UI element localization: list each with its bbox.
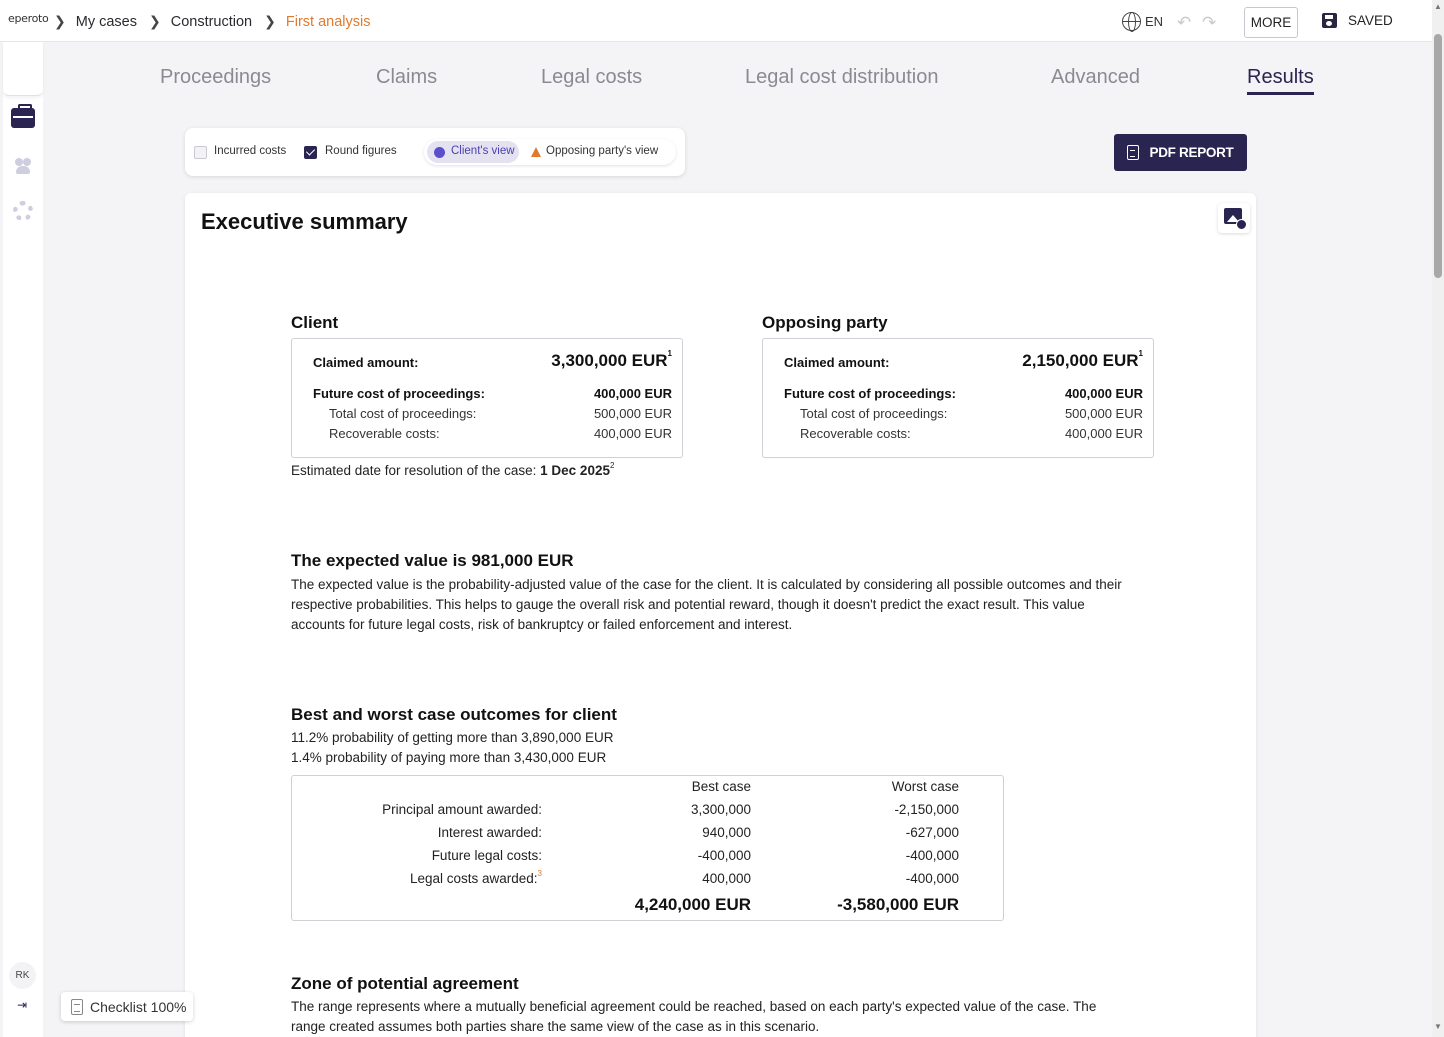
floppy-disk-icon [1322, 13, 1337, 28]
resolution-date: 1 Dec 2025 [540, 463, 610, 478]
client-total-label: Total cost of proceedings: [329, 406, 477, 421]
opposing-triangle-icon [531, 147, 541, 157]
breadcrumb [52, 13, 380, 30]
table-cell-best: 940,000 [702, 825, 751, 840]
client-recoverable-label: Recoverable costs: [329, 426, 440, 441]
gear-icon[interactable] [13, 201, 33, 221]
more-button[interactable]: MORE [1244, 7, 1298, 38]
briefcase-icon[interactable] [11, 108, 35, 128]
undo-icon[interactable]: ↶ [1177, 13, 1192, 32]
table-row-label: Principal amount awarded: [382, 802, 542, 817]
saved-status[interactable] [1322, 13, 1393, 28]
opposing-future-value: 400,000 EUR [1064, 386, 1143, 401]
scrollbar[interactable] [1432, 0, 1444, 1037]
table-cell-worst: -2,150,000 [894, 802, 959, 817]
table-cell-worst: -627,000 [905, 825, 959, 840]
table-cell-best: 400,000 [702, 871, 751, 886]
checklist-label: Checklist 100% [90, 998, 187, 1015]
table-row-label: Interest awarded: [437, 825, 542, 840]
opposing-recoverable-value: 400,000 EUR [1064, 426, 1143, 441]
result-tabs [160, 66, 1330, 102]
round-figures-checkbox[interactable] [304, 146, 317, 159]
pdf-report-button[interactable] [1114, 134, 1247, 171]
left-sidebar [3, 42, 43, 1037]
pdf-report-label: PDF REPORT [1149, 145, 1234, 160]
best-worst-probability-2: 1.4% probability of paying more than 3,430,000 EUR [291, 750, 607, 765]
incurred-costs-checkbox[interactable] [194, 146, 207, 159]
tab-claims[interactable]: Claims [376, 66, 438, 88]
download-image-button[interactable] [1218, 203, 1250, 233]
client-claimed-label: Claimed amount: [313, 355, 419, 370]
language-label: EN [1145, 14, 1164, 29]
table-cell-worst: -400,000 [905, 871, 959, 886]
client-claimed-value: 3,300,000 EUR$^1$ [551, 349, 672, 370]
tab-legal-costs[interactable]: Legal costs [541, 66, 643, 88]
page-title: Executive summary [201, 209, 408, 234]
opposing-summary-box [762, 338, 1154, 458]
breadcrumb-my-cases[interactable]: My cases [75, 13, 137, 30]
round-figures-label: Round figures [325, 145, 397, 157]
scrollbar-thumb[interactable] [1434, 34, 1442, 278]
expected-value-heading: The expected value is 981,000 EUR [291, 551, 574, 570]
opposing-heading: Opposing party [762, 313, 888, 332]
best-worst-probability-1: 11.2% probability of getting more than 3,890,000 EUR [291, 730, 614, 745]
table-row-label: Legal costs awarded:$^3$ [409, 869, 542, 886]
breadcrumb-construction[interactable]: Construction [170, 13, 253, 30]
table-row-label: Future legal costs: [431, 848, 542, 863]
globe-icon [1122, 12, 1141, 31]
opposing-future-label: Future cost of proceedings: [784, 386, 956, 401]
results-options [185, 128, 685, 176]
table-cell-worst: -400,000 [905, 848, 959, 863]
user-avatar[interactable]: RK [9, 962, 36, 989]
opposing-total-value: 500,000 EUR [1064, 406, 1143, 421]
opposing-claimed-label: Claimed amount: [784, 355, 890, 370]
total-worst-case: -3,580,000 EUR [837, 895, 959, 914]
opposing-recoverable-label: Recoverable costs: [800, 426, 911, 441]
worst-case-header: Worst case [891, 779, 959, 794]
client-future-label: Future cost of proceedings: [313, 386, 485, 401]
executive-summary-card [185, 193, 1256, 1037]
chevron-right-icon: ❯ [54, 13, 66, 29]
zopa-heading: Zone of potential agreement [291, 974, 519, 993]
client-heading: Client [291, 313, 339, 332]
opposing-total-label: Total cost of proceedings: [800, 406, 948, 421]
redo-icon[interactable]: ↷ [1202, 13, 1217, 32]
sidebar-header [3, 42, 43, 96]
logout-icon[interactable]: ⇥ [17, 998, 28, 1012]
opposing-view-label[interactable]: Opposing party's view [546, 145, 659, 157]
breadcrumb-first-analysis[interactable]: First analysis [285, 13, 371, 30]
client-future-value: 400,000 EUR [593, 386, 672, 401]
client-recoverable-value: 400,000 EUR [593, 426, 672, 441]
checklist-button[interactable] [61, 992, 193, 1021]
tab-legal-cost-distribution[interactable]: Legal cost distribution [745, 66, 939, 88]
opposing-claimed-value: 2,150,000 EUR$^1$ [1022, 349, 1143, 370]
zopa-text: The range represents where a mutually beneficial agreement could be reached, based on each party's expected value of the case. The range created assumes both parties share the same view of the case as in this scenario. [291, 999, 1097, 1034]
chevron-right-icon: ❯ [264, 13, 276, 29]
incurred-costs-label: Incurred costs [214, 145, 287, 157]
best-worst-heading: Best and worst case outcomes for client [291, 705, 617, 724]
document-icon [1127, 145, 1139, 160]
expected-value-text: The expected value is the probability-adjusted value of the case for the client. It is calculated by considering all possible outcomes and their respective probabilities. This helps to gauge the overall risk and potential reward, though it doesn't predict the exact result. This value accounts for future legal costs, risk of bankruptcy or failed enforcement and interest. [291, 577, 1122, 632]
tab-results[interactable]: Results [1247, 66, 1314, 88]
client-dot-icon [434, 147, 445, 158]
table-cell-best: -400,000 [697, 848, 751, 863]
client-summary-box [291, 338, 683, 458]
top-bar [0, 0, 1432, 42]
client-total-value: 500,000 EUR [593, 406, 672, 421]
scroll-down-icon[interactable]: ▼ [1434, 1022, 1442, 1031]
chevron-right-icon: ❯ [148, 13, 161, 29]
download-icon [1236, 219, 1247, 230]
tab-proceedings[interactable]: Proceedings [160, 66, 272, 88]
clients-view-label[interactable]: Client's view [451, 145, 515, 157]
people-icon[interactable] [13, 155, 33, 175]
best-case-header: Best case [691, 779, 751, 794]
resolution-date-line: Estimated date for resolution of the case: 1 Dec 2025$^2$ [291, 461, 615, 478]
tab-advanced[interactable]: Advanced [1051, 66, 1140, 88]
total-best-case: 4,240,000 EUR [634, 895, 751, 914]
view-toggle [424, 139, 676, 165]
language-selector[interactable] [1122, 12, 1163, 31]
clipboard-icon [71, 999, 83, 1015]
table-cell-best: 3,300,000 [690, 802, 751, 817]
best-worst-table [291, 775, 1004, 921]
saved-label: SAVED [1348, 13, 1393, 28]
eperoto-logo[interactable]: eperoto [8, 12, 49, 25]
scroll-up-icon[interactable]: ▲ [1434, 2, 1442, 11]
